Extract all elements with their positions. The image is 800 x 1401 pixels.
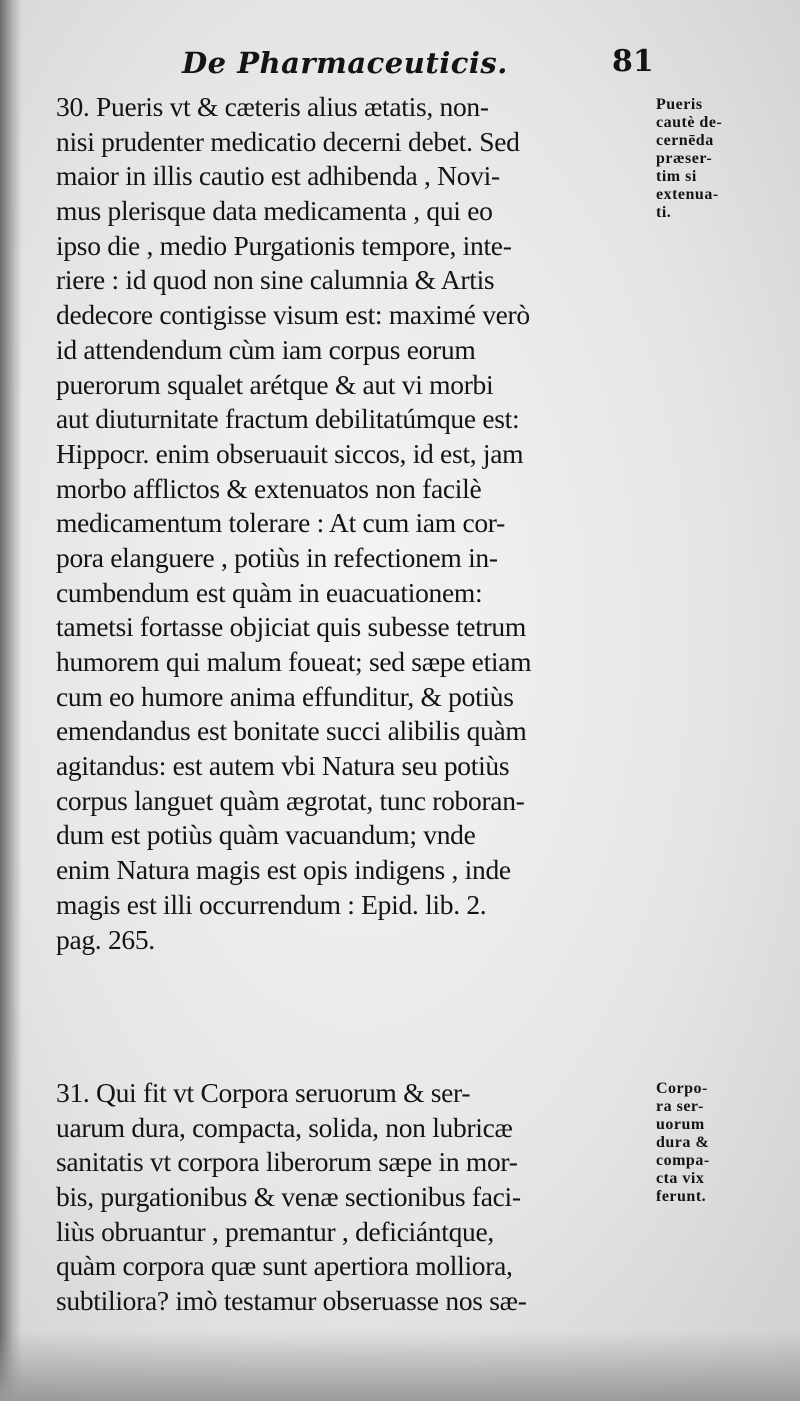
text-line: subtiliora? imò testamur obseruasse nos sæ-	[56, 1285, 527, 1317]
margin-note-line: ti.	[656, 204, 672, 221]
text-line: id attendendum cùm iam corpus eorum	[56, 333, 476, 365]
margin-note-line: cautè de-	[656, 114, 723, 131]
page-number: 81	[612, 44, 654, 79]
margin-note-line: præser-	[656, 150, 713, 167]
text-line: cum eo humore anima effunditur, & potiùs	[56, 680, 514, 712]
text-line: puerorum squalet arétque & aut vi morbi	[56, 368, 494, 400]
text-line: agitandus: est autem vbi Natura seu potiùs	[56, 750, 510, 782]
text-line: uarum dura, compacta, solida, non lubricæ	[56, 1111, 513, 1143]
text-line: riere : id quod non sine calumnia & Artis	[56, 264, 495, 296]
running-head: De Pharmaceuticis.	[182, 46, 508, 80]
text-line: 30. Pueris vt & cæteris alius ætatis, non-	[56, 91, 489, 122]
text-line: liùs obruantur , premantur , deficiántque,	[56, 1215, 494, 1247]
text-line: Hippocr. enim obseruauit siccos, id est, jam	[56, 437, 524, 469]
text-line: quàm corpora quæ sunt apertiora molliora,	[56, 1250, 513, 1282]
text-line: sanitatis vt corpora liberorum sæpe in mor-	[56, 1146, 518, 1178]
margin-note-line: cta vix	[656, 1170, 705, 1187]
margin-note-line: ferunt.	[656, 1188, 707, 1205]
margin-note-line: extenua-	[656, 186, 719, 203]
text-line: cumbendum est quàm in euacuationem:	[56, 576, 483, 608]
margin-note-line: Pueris	[656, 96, 703, 113]
text-line: humorem qui malum foueat; sed sæpe etiam	[56, 646, 532, 677]
text-line: medicamentum tolerare : At cum iam cor-	[56, 507, 505, 539]
text-line: corpus languet quàm ægrotat, tunc roboran-	[56, 784, 525, 816]
text-line: pag. 265.	[56, 923, 155, 955]
page-bottom-shadow	[0, 1331, 800, 1401]
text-line: 31. Qui fit vt Corpora seruorum & ser-	[56, 1077, 471, 1108]
text-line: aut diuturnitate fractum debilitatúmque est:	[56, 403, 520, 435]
text-line: maior in illis cautio est adhibenda , Novi-	[56, 160, 500, 192]
text-line: dedecore contigisse visum est: maximé verò	[56, 299, 530, 331]
text-line: ipso die , medio Purgationis tempore, inte-	[56, 229, 512, 261]
margin-note-corpora	[656, 1080, 796, 1206]
text-line: pora elanguere , potiùs in refectionem in-	[56, 541, 498, 573]
text-line: emendandus est bonitate succi alibilis quàm	[56, 715, 527, 747]
margin-note-line: ra ser-	[656, 1098, 704, 1115]
text-line: magis est illi occurrendum : Epid. lib. 2.	[56, 888, 487, 920]
margin-note-line: uorum	[656, 1116, 705, 1133]
margin-note-line: cernēda	[656, 132, 714, 149]
margin-note-line: dura &	[656, 1134, 710, 1151]
margin-note-line: compa-	[656, 1152, 710, 1169]
text-line: morbo afflictos & extenuatos non facilè	[56, 472, 482, 504]
text-line: tametsi fortasse objiciat quis subesse tetrum	[56, 611, 526, 643]
margin-note-line: Corpo-	[656, 1080, 708, 1097]
text-line: nisi prudenter medicatio decerni debet. Sed	[56, 125, 520, 157]
text-line: dum est potiùs quàm vacuandum; vnde	[56, 819, 476, 851]
page-gutter-shadow	[0, 0, 22, 1401]
margin-note-pueris	[656, 96, 796, 222]
paragraph-31	[56, 1076, 652, 1319]
text-line: enim Natura magis est opis indigens , inde	[56, 854, 511, 886]
text-line: mus plerisque data medicamenta , qui eo	[56, 195, 493, 227]
text-line: bis, purgationibus & venæ sectionibus faci-	[56, 1181, 521, 1213]
paragraph-30	[56, 90, 652, 957]
margin-note-line: tim si	[656, 168, 697, 185]
